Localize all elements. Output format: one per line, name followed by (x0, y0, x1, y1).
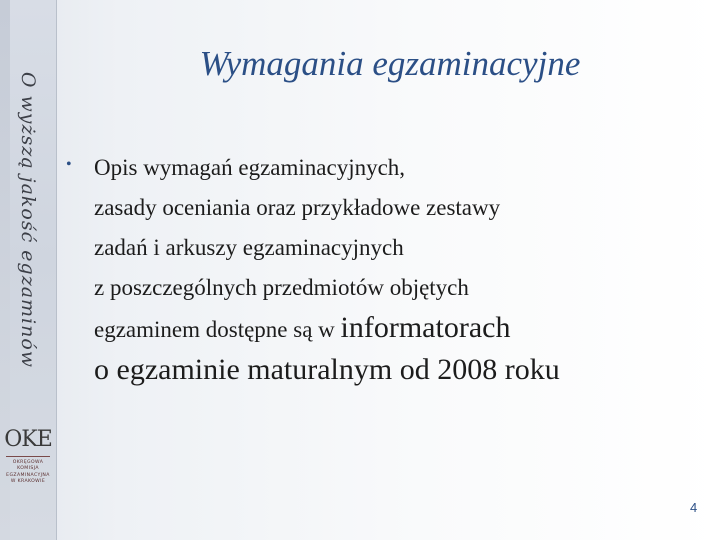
bullet-line: Opis wymagań egzaminacyjnych, (94, 155, 406, 180)
bullet-line: zasady oceniania oraz przykładowe zestawy (94, 195, 501, 220)
bullet-line: z poszczególnych przedmiotów objętych (94, 275, 469, 300)
logo-divider (6, 456, 50, 457)
bullet-line: o egzaminie maturalnym od 2008 roku (94, 353, 560, 386)
sidebar-divider (56, 0, 57, 540)
bullet-line: zadań i arkuszy egzaminacyjnych (94, 235, 404, 260)
sidebar-motto: O wyższą jakość egzaminów (17, 71, 39, 369)
bullet-item (66, 148, 706, 392)
oke-logo (2, 428, 54, 486)
logo-mark: OKE (4, 427, 52, 452)
bullet-text (94, 148, 706, 392)
logo-subtitle: OKRĘGOWA KOMISJA EGZAMINACYJNA W KRAKOWIE (6, 460, 50, 485)
page-number: 4 (690, 500, 698, 515)
bullet-line-emphasis: informatorach (340, 311, 511, 344)
bullet-line: egzaminem dostępne są w (94, 317, 341, 342)
sidebar (0, 0, 56, 540)
slide-title: Wymagania egzaminacyjne (199, 44, 581, 83)
bullet-dot-icon: • (66, 156, 72, 173)
